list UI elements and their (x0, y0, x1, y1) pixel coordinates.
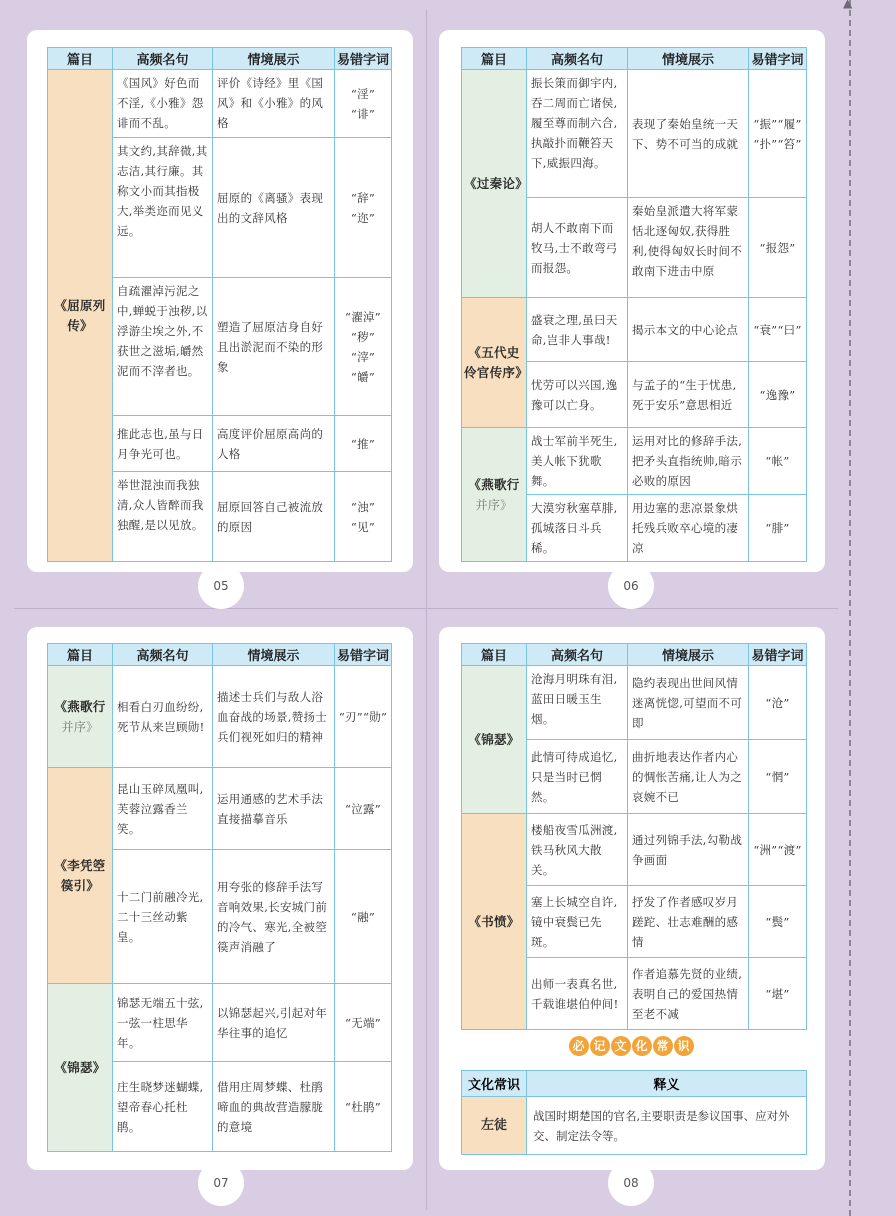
culture-header-definition: 释义 (527, 1071, 807, 1097)
table-page-07 (47, 643, 392, 1152)
work-title-sub: 并序》 (475, 497, 513, 512)
header-quote: 高频名句 (527, 644, 628, 666)
banner-char: 必 (569, 1036, 589, 1056)
work-title: 《锦瑟》 (462, 666, 527, 814)
table-page-06 (461, 47, 807, 562)
banner-char: 识 (674, 1036, 694, 1056)
quote-cell: 锦瑟无端五十弦,一弦一柱思华年。 (113, 984, 213, 1062)
quote-cell: 忧劳可以兴国,逸豫可以亡身。 (527, 362, 628, 428)
scene-cell: 塑造了屈原洁身自好且出淤泥而不染的形象 (213, 278, 335, 416)
error-words-cell: “淫” “诽” (335, 70, 392, 138)
quote-cell: 塞上长城空自许,镜中衰鬓已先斑。 (527, 886, 628, 958)
quote-cell: 战士军前半死生,美人帐下犹歌舞。 (527, 428, 628, 495)
table-page-05 (47, 47, 392, 562)
quote-cell: 十二门前融冷光,二十三丝动紫皇。 (113, 850, 213, 984)
error-words-cell: “浊” “见” (335, 472, 392, 562)
culture-term: 左徒 (462, 1097, 527, 1155)
quote-cell: 大漠穷秋塞草腓,孤城落日斗兵稀。 (527, 495, 628, 562)
page-number: 07 (198, 1160, 244, 1206)
header-quote: 高频名句 (527, 48, 628, 70)
header-scene: 情境展示 (628, 644, 749, 666)
quote-cell: 举世混浊而我独清,众人皆醉而我独醒,是以见放。 (113, 472, 213, 562)
error-words-cell: “衰”“曰” (749, 298, 807, 362)
work-title-sub: 并序》 (61, 719, 99, 734)
error-words-cell: “逸豫” (749, 362, 807, 428)
header-quote: 高频名句 (113, 644, 213, 666)
page-number: 06 (608, 563, 654, 609)
work-title: 《五代史伶官传序》 (462, 298, 527, 428)
scene-cell: 借用庄周梦蝶、杜鹃啼血的典故营造朦胧的意境 (213, 1062, 335, 1152)
dashed-guide-line (849, 0, 851, 1216)
work-title-main: 《燕歌行 (468, 476, 520, 492)
scene-cell: 秦始皇派遣大将军蒙恬北逐匈奴,获得胜利,使得匈奴长时间不敢南下进击中原 (628, 198, 749, 298)
error-words-cell: “泣露” (335, 768, 392, 850)
scene-cell: 屈原回答自己被流放的原因 (213, 472, 335, 562)
quote-cell: 此情可待成追忆,只是当时已惘然。 (527, 740, 628, 814)
header-error-words: 易错字词 (749, 644, 807, 666)
scene-cell: 评价《诗经》里《国风》和《小雅》的风格 (213, 70, 335, 138)
work-title: 《李凭箜篌引》 (48, 768, 113, 984)
header-title: 篇目 (48, 644, 113, 666)
scene-cell: 通过列锦手法,勾勒战争画面 (628, 814, 749, 886)
error-words-cell: “刃”“勋” (335, 666, 392, 768)
header-title: 篇目 (462, 644, 527, 666)
error-words-cell: “振”“履” “扑”“笞” (749, 70, 807, 198)
scene-cell: 揭示本文的中心论点 (628, 298, 749, 362)
quote-cell: 胡人不敢南下而牧马,士不敢弯弓而报怨。 (527, 198, 628, 298)
error-words-cell: “腓” (749, 495, 807, 562)
work-title: 《过秦论》 (462, 70, 527, 298)
work-title: 《锦瑟》 (48, 984, 113, 1152)
scene-cell: 曲折地表达作者内心的惆怅苦痛,让人为之哀婉不已 (628, 740, 749, 814)
quote-cell: 振长策而御宇内,吞二周而亡诸侯,履至尊而制六合,执敲扑而鞭笞天下,威振四海。 (527, 70, 628, 198)
quote-cell: 昆山玉碎凤凰叫,芙蓉泣露香兰笑。 (113, 768, 213, 850)
header-title: 篇目 (462, 48, 527, 70)
culture-table (461, 1070, 807, 1155)
header-scene: 情境展示 (628, 48, 749, 70)
work-title: 《屈原列传》 (48, 70, 113, 562)
header-quote: 高频名句 (113, 48, 213, 70)
header-error-words: 易错字词 (335, 644, 392, 666)
work-title (48, 666, 113, 768)
scene-cell: 抒发了作者感叹岁月蹉跎、壮志难酬的感情 (628, 886, 749, 958)
work-title-main: 《燕歌行 (54, 698, 106, 714)
scene-cell: 与孟子的“生于忧患,死于安乐”意思相近 (628, 362, 749, 428)
error-words-cell: “融” (335, 850, 392, 984)
culture-definition: 战国时期楚国的官名,主要职责是参议国事、应对外交、制定法令等。 (527, 1097, 807, 1155)
quote-cell: 其文约,其辞微,其志洁,其行廉。其称文小而其指极大,举类迩而见义远。 (113, 138, 213, 278)
error-words-cell: “推” (335, 416, 392, 472)
culture-header-term: 文化常识 (462, 1071, 527, 1097)
error-words-cell: “惘” (749, 740, 807, 814)
banner-char: 化 (632, 1036, 652, 1056)
scene-cell: 屈原的《离骚》表现出的文辞风格 (213, 138, 335, 278)
header-error-words: 易错字词 (335, 48, 392, 70)
scene-cell: 以锦瑟起兴,引起对年华往事的追忆 (213, 984, 335, 1062)
error-words-cell: “沧” (749, 666, 807, 740)
quote-cell: 推此志也,虽与日月争光可也。 (113, 416, 213, 472)
scene-cell: 运用对比的修辞手法,把矛头直指统帅,暗示必败的原因 (628, 428, 749, 495)
quote-cell: 沧海月明珠有泪,蓝田日暖玉生烟。 (527, 666, 628, 740)
quote-cell: 盛衰之理,虽曰天命,岂非人事哉! (527, 298, 628, 362)
page-number: 05 (198, 563, 244, 609)
header-scene: 情境展示 (213, 644, 335, 666)
scene-cell: 用边塞的悲凉景象烘托残兵败卒心境的凄凉 (628, 495, 749, 562)
work-title: 《书愤》 (462, 814, 527, 1030)
error-words-cell: “辞” “迩” (335, 138, 392, 278)
page-divider-vertical (426, 10, 427, 1210)
quote-cell: 自疏濯淖污泥之中,蝉蜕于浊秽,以浮游尘埃之外,不获世之滋垢,皭然泥而不滓者也。 (113, 278, 213, 416)
work-title (462, 428, 527, 562)
header-error-words: 易错字词 (749, 48, 807, 70)
error-words-cell: “杜鹃” (335, 1062, 392, 1152)
scene-cell: 隐约表现出世间风情迷离恍惚,可望而不可即 (628, 666, 749, 740)
quote-cell: 《国风》好色而不淫,《小雅》怨诽而不乱。 (113, 70, 213, 138)
error-words-cell: “报怨” (749, 198, 807, 298)
header-scene: 情境展示 (213, 48, 335, 70)
error-words-cell: “帐” (749, 428, 807, 495)
section-banner (568, 1036, 694, 1058)
quote-cell: 相看白刃血纷纷,死节从来岂顾勋! (113, 666, 213, 768)
scene-cell: 表现了秦始皇统一天下、势不可当的成就 (628, 70, 749, 198)
banner-char: 文 (611, 1036, 631, 1056)
quote-cell: 庄生晓梦迷蝴蝶,望帝春心托杜鹃。 (113, 1062, 213, 1152)
header-title: 篇目 (48, 48, 113, 70)
page-number: 08 (608, 1160, 654, 1206)
scene-cell: 作者追慕先贤的业绩,表明自己的爱国热情至老不减 (628, 958, 749, 1030)
scene-cell: 运用通感的艺术手法直接描摹音乐 (213, 768, 335, 850)
table-page-08 (461, 643, 807, 1030)
banner-char: 记 (590, 1036, 610, 1056)
scene-cell: 用夸张的修辞手法写音响效果,长安城门前的冷气、寒光,全被箜篌声消融了 (213, 850, 335, 984)
error-words-cell: “洲”“渡” (749, 814, 807, 886)
error-words-cell: “无端” (335, 984, 392, 1062)
quote-cell: 楼船夜雪瓜洲渡,铁马秋风大散关。 (527, 814, 628, 886)
page-divider-horizontal (14, 608, 838, 609)
error-words-cell: “濯淖” “秽” “滓” “皭” (335, 278, 392, 416)
error-words-cell: “鬓” (749, 886, 807, 958)
scene-cell: 描述士兵们与敌人浴血奋战的场景,赞扬士兵们视死如归的精神 (213, 666, 335, 768)
quote-cell: 出师一表真名世,千载谁堪伯仲间! (527, 958, 628, 1030)
banner-char: 常 (653, 1036, 673, 1056)
error-words-cell: “堪” (749, 958, 807, 1030)
scene-cell: 高度评价屈原高尚的人格 (213, 416, 335, 472)
arrow-up-icon: ▲ (843, 0, 853, 10)
